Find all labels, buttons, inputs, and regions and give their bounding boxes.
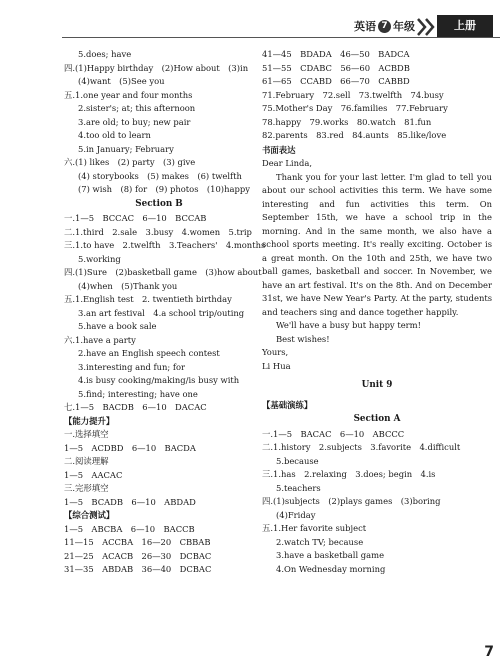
- answer-line: 1—5 AACAC: [64, 469, 123, 480]
- answer-line: 61—65 CCABD 66—70 CABBD: [262, 76, 410, 86]
- header-title: [354, 18, 415, 34]
- answer-line: 1—5 BCADB 6—10 ABDAD: [64, 496, 196, 507]
- answer-line: (4)Friday: [276, 509, 316, 520]
- answer-line: (4)want (5)See you: [78, 76, 165, 86]
- answer-line: 一.1—5 BCCAC 6—10 BCCAB: [64, 213, 207, 223]
- answer-line: 3.interesting and fun; for: [78, 361, 186, 372]
- answer-key-continued: [262, 48, 492, 143]
- answer-line: 78.happy 79.works 80.watch 81.fun: [262, 116, 432, 127]
- volume-label: 上册: [437, 15, 493, 37]
- answer-line: 二.1.third 2.sale 3.busy 4.women 5.trip: [64, 226, 252, 237]
- letter-yours: Yours,: [262, 347, 289, 357]
- answer-line: 3.are old; to buy; new pair: [78, 116, 191, 127]
- answer-line: 四.(1)Sure (2)basketball game (3)how about: [64, 267, 262, 277]
- answer-line: 1—5 ACDBD 6—10 BACDA: [64, 442, 196, 453]
- answer-line: 75.Mother's Day 76.families 77.February: [262, 103, 448, 113]
- answer-line: 71.February 72.sell 73.twelfth 74.busy: [262, 89, 444, 100]
- answer-line: 41—45 BDADA 46—50 BADCA: [262, 49, 410, 59]
- box-label: 【能力提升】: [64, 415, 115, 426]
- answer-line: 51—55 CDABC 56—60 ACBDB: [262, 62, 410, 73]
- page-number: 7: [484, 644, 494, 660]
- answer-line: 2.have an English speech contest: [78, 348, 220, 358]
- answer-line: 5.find; interesting; have one: [78, 388, 198, 399]
- section-title: Section B: [135, 198, 183, 209]
- answer-line: 二.阅读理解: [64, 456, 109, 466]
- answer-line: 四.(1)subjects (2)plays games (3)boring: [262, 496, 441, 506]
- answer-line: 4.is busy cooking/making/is busy with: [78, 375, 240, 385]
- answer-line: 5.because: [276, 455, 319, 466]
- right-answer-column: [262, 48, 492, 576]
- grade-badge: 7: [378, 20, 391, 33]
- unit-box-label: 【基础演练】: [262, 399, 313, 410]
- answer-line: 二.1.history 2.subjects 3.favorite 4.difficult: [262, 442, 461, 452]
- answer-line: 一.1—5 BACAC 6—10 ABCCC: [262, 428, 405, 439]
- answer-line: 三.完形填空: [64, 483, 109, 493]
- letter-salutation: Dear Linda,: [262, 158, 312, 168]
- answer-line: 一.选择填空: [64, 429, 109, 439]
- header-divider: [62, 37, 500, 38]
- answer-line: 五.1.Her favorite subject: [262, 523, 367, 533]
- letter-closing-line: We'll have a busy but happy term!: [276, 320, 421, 330]
- letter-body: Thank you for your last letter. I'm glad to tell you about our school activities this term. We have some interesting and fun activities this term. On September 15th, we have a school trip in the morning. And in the same month, we also have a school sports meeting. It's really exciting. October is a great month. On the 10th and 25th, we have two ball games, basketball and soccer. In November, we have an art festival. It's on the 8th. And on December 31st, we have New Year's Party. At the party, students and teachers sing and dance together happily.: [262, 171, 492, 317]
- answer-line: (4) storybooks (5) makes (6) twelfth: [78, 170, 242, 181]
- unit-section-title: Section A: [353, 414, 401, 424]
- answer-line: 2.sister's; at; this afternoon: [78, 103, 196, 113]
- answer-line: 1—5 ABCBA 6—10 BACCB: [64, 523, 195, 534]
- subject-label: 英语: [354, 20, 376, 33]
- answer-line: 5.have a book sale: [78, 321, 157, 331]
- grade-label: 年级: [393, 20, 415, 33]
- answer-line: 21—25 ACACB 26—30 DCBAC: [64, 550, 212, 561]
- writing-heading: 书面表达: [262, 144, 296, 155]
- box-label: 【综合测试】: [64, 510, 115, 520]
- answer-line: 四.(1)Happy birthday (2)How about (3)in: [64, 62, 249, 73]
- answer-line: 31—35 ABDAB 36—40 DCBAC: [64, 564, 212, 574]
- answer-line: 三.1.to have 2.twelfth 3.Teachers' 4.months: [64, 240, 266, 250]
- answer-line: 七.1—5 BACDB 6—10 DACAC: [64, 402, 207, 412]
- letter-signature: Li Hua: [262, 360, 291, 371]
- answer-line: 六.1.have a party: [64, 334, 136, 345]
- unit-title: Unit 9: [361, 380, 393, 390]
- answer-line: 3.have a basketball game: [276, 550, 385, 560]
- answer-line: 五.1.English test 2. twentieth birthday: [64, 294, 232, 304]
- sample-letter: [262, 157, 492, 373]
- answer-line: 82.parents 83.red 84.aunts 85.like/love: [262, 130, 447, 140]
- answer-line: 11—15 ACCBA 16—20 CBBAB: [64, 537, 211, 547]
- answer-line: 五.1.one year and four months: [64, 89, 193, 100]
- answer-line: (7) wish (8) for (9) photos (10)happy: [78, 184, 250, 194]
- answer-line: 4.On Wednesday morning: [276, 563, 386, 574]
- answer-line: 5.teachers: [276, 482, 321, 493]
- answer-line: 5.working: [78, 253, 121, 264]
- answer-line: 3.an art festival 4.a school trip/outing: [78, 307, 245, 318]
- letter-best-wishes: Best wishes!: [276, 333, 330, 344]
- answer-line: 5.in January; February: [78, 143, 174, 154]
- answer-line: (4)when (5)Thank you: [78, 280, 178, 291]
- answer-line: 2.watch TV; because: [276, 536, 364, 547]
- answer-line: 三.1.has 2.relaxing 3.does; begin 4.is: [262, 469, 436, 479]
- answer-line: 六.(1) likes (2) party (3) give: [64, 157, 196, 167]
- unit9-answers: [262, 428, 492, 577]
- answer-line: 4.too old to learn: [78, 130, 151, 140]
- double-chevron-right-icon: [415, 16, 437, 38]
- answer-line: 5.does; have: [78, 49, 132, 59]
- left-answer-column: [64, 48, 266, 577]
